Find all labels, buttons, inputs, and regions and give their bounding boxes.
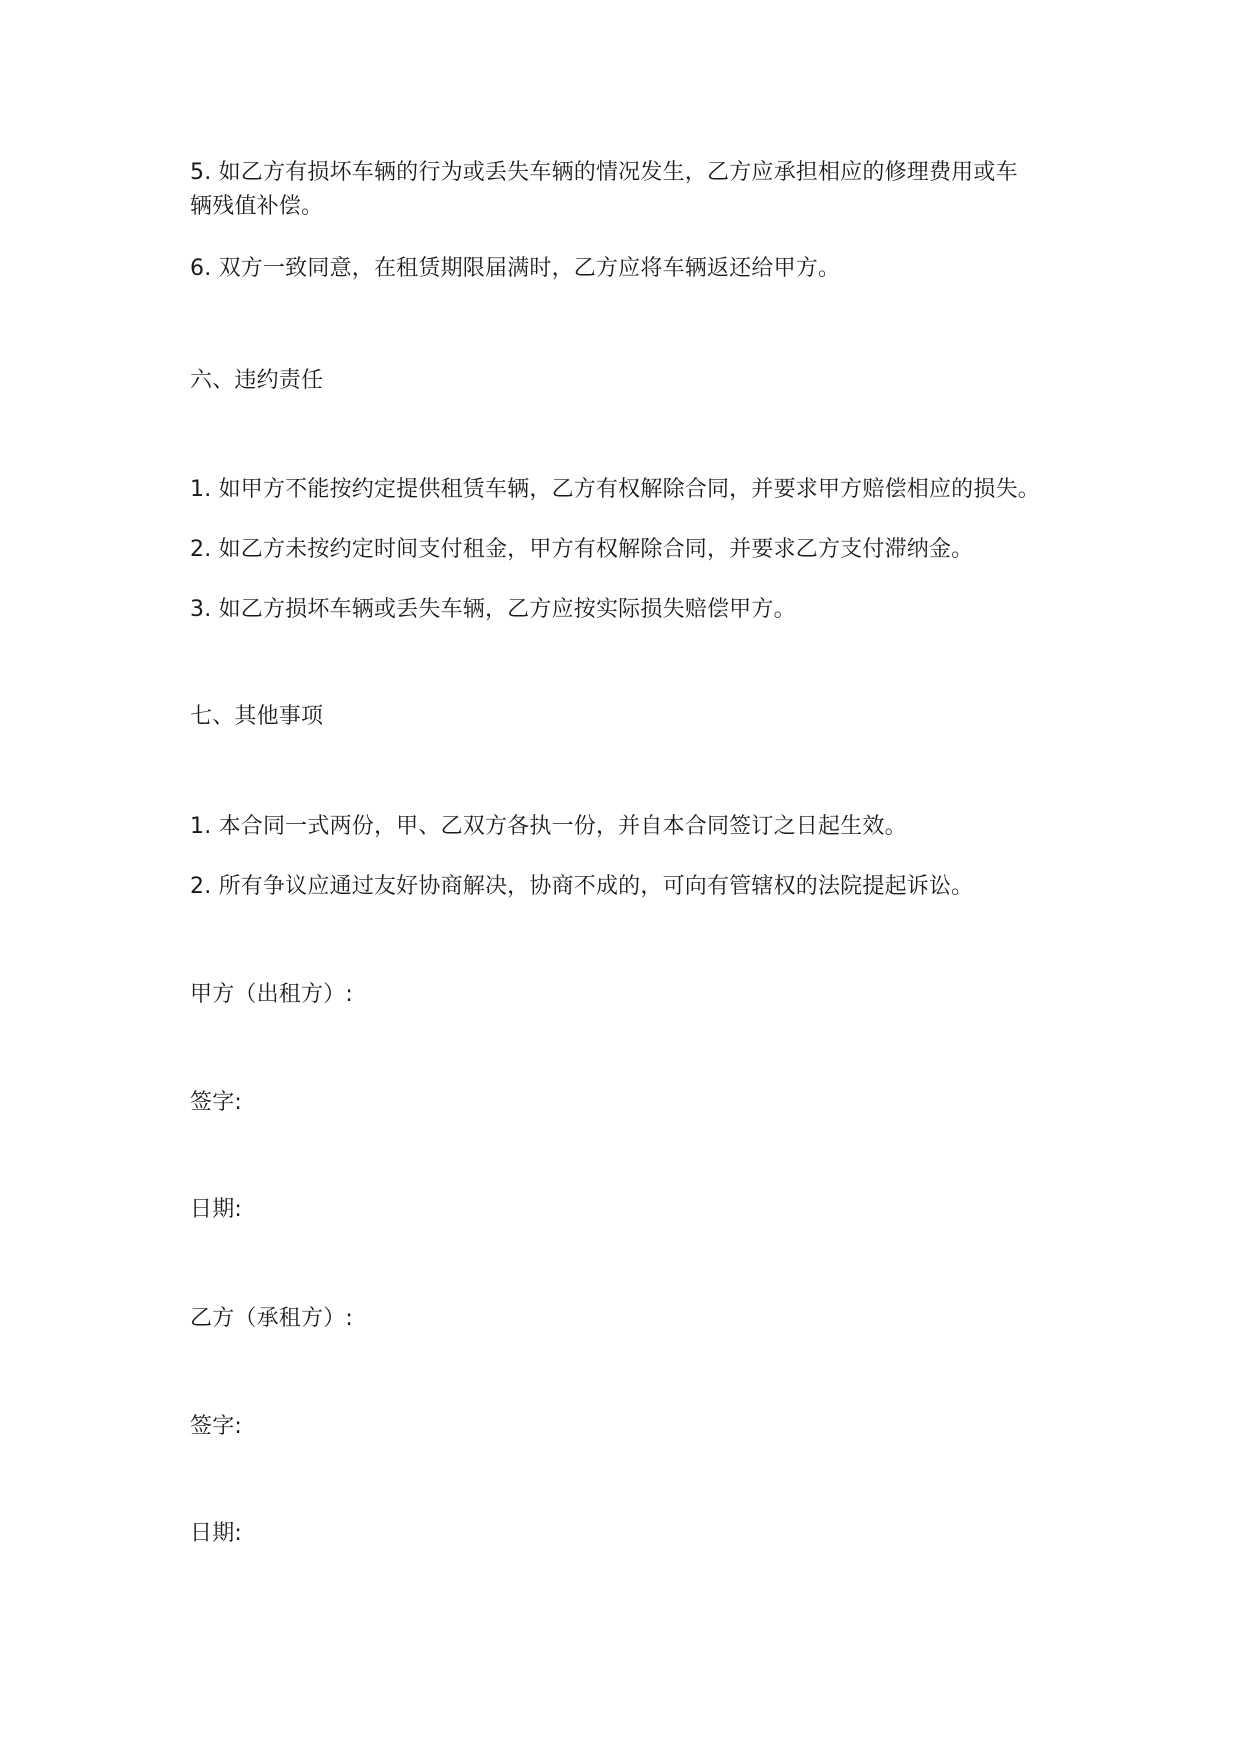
section-6-item-3: 3. 如乙方损坏车辆或丢失车辆，乙方应按实际损失赔偿甲方。 <box>190 597 796 622</box>
section-7-item-1: 1. 本合同一式两份，甲、乙双方各执一份，并自本合同签订之日起生效。 <box>190 814 907 839</box>
party-b-label: 乙方（承租方）: <box>190 1306 354 1331</box>
party-b-signature-label: 签字: <box>190 1414 243 1439</box>
clause-5-line-1: 5. 如乙方有损坏车辆的行为或丢失车辆的情况发生，乙方应承担相应的修理费用或车 <box>190 160 1018 185</box>
section-6-item-1: 1. 如甲方不能按约定提供租赁车辆，乙方有权解除合同，并要求甲方赔偿相应的损失。 <box>190 477 1040 502</box>
party-a-label: 甲方（出租方）: <box>190 982 354 1007</box>
section-7-heading: 七、其他事项 <box>190 704 324 729</box>
party-a-date-label: 日期: <box>190 1197 243 1222</box>
clause-6: 6. 双方一致同意，在租赁期限届满时，乙方应将车辆返还给甲方。 <box>190 256 841 281</box>
section-6-heading: 六、违约责任 <box>190 368 324 393</box>
section-7-item-2: 2. 所有争议应通过友好协商解决，协商不成的，可向有管辖权的法院提起诉讼。 <box>190 874 974 899</box>
section-6-item-2: 2. 如乙方未按约定时间支付租金，甲方有权解除合同，并要求乙方支付滞纳金。 <box>190 537 974 562</box>
clause-5-line-2: 辆残值补偿。 <box>190 194 324 219</box>
party-b-date-label: 日期: <box>190 1521 243 1546</box>
party-a-signature-label: 签字: <box>190 1090 243 1115</box>
